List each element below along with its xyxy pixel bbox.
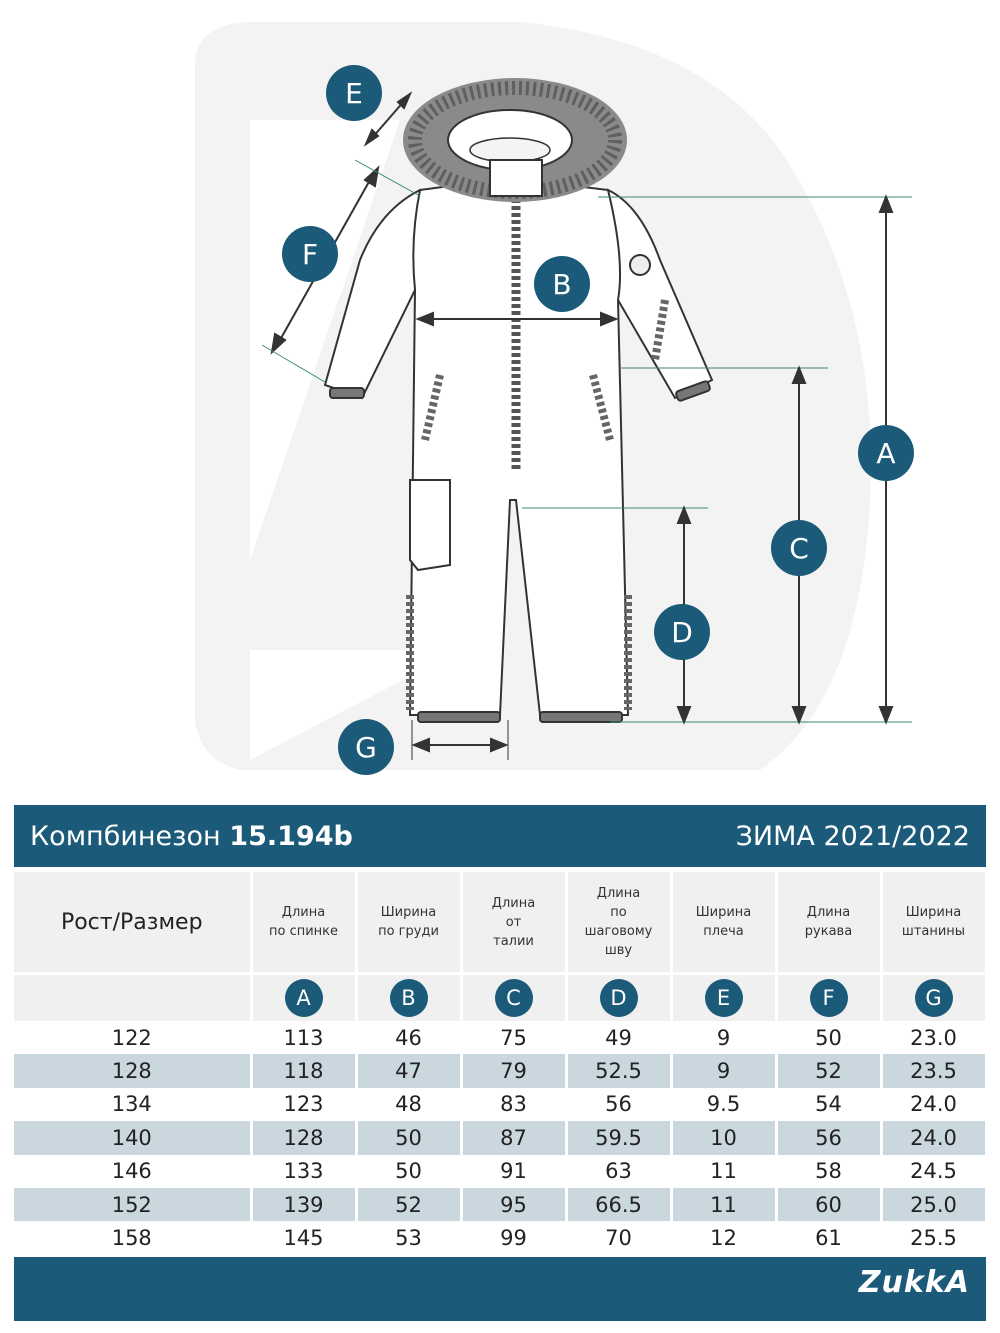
table-row	[14, 1054, 986, 1087]
fur-hood	[403, 78, 627, 202]
brand-logo: ZukkA	[858, 1265, 970, 1300]
measurement-cell: 24.0	[881, 1121, 986, 1154]
column-header	[356, 872, 461, 974]
measurement-cell: 9	[671, 1021, 776, 1054]
measurement-cell: 145	[251, 1221, 356, 1254]
column-letter-cell	[251, 974, 356, 1022]
measurement-cell: 11	[671, 1188, 776, 1221]
measurement-cell: 23.5	[881, 1054, 986, 1087]
measurement-cell: 61	[776, 1221, 881, 1254]
measurement-cell: 11	[671, 1155, 776, 1188]
measurement-cell: 66.5	[566, 1188, 671, 1221]
measurement-cell: 118	[251, 1054, 356, 1087]
svg-text:G: G	[355, 731, 377, 764]
badge-A	[858, 425, 914, 481]
measurement-cell: 9.5	[671, 1088, 776, 1121]
table-row	[14, 1088, 986, 1121]
column-letter-cell	[566, 974, 671, 1022]
size-cell: 122	[14, 1021, 251, 1054]
sleeve-patch	[630, 255, 650, 275]
measurement-cell: 59.5	[566, 1121, 671, 1154]
measurement-cell: 99	[461, 1221, 566, 1254]
product-title	[30, 821, 353, 852]
left-leg-cuff	[418, 712, 500, 722]
svg-text:C: C	[789, 532, 809, 565]
column-header	[671, 872, 776, 974]
measurement-cell: 9	[671, 1054, 776, 1087]
table-row	[14, 1188, 986, 1221]
letter-row	[14, 974, 986, 1022]
svg-text:E: E	[345, 77, 363, 110]
column-letter-badge: A	[285, 979, 323, 1017]
badge-C	[771, 520, 827, 576]
column-header-line: Длина	[491, 895, 536, 911]
measurement-cell: 10	[671, 1121, 776, 1154]
column-letter-badge: B	[390, 979, 428, 1017]
column-header-line: по груди	[378, 924, 439, 939]
side-pocket	[410, 480, 450, 570]
column-header-line: Длина	[281, 905, 326, 920]
measurement-cell: 50	[356, 1121, 461, 1154]
column-header-line: от	[505, 914, 522, 930]
column-letter-cell	[776, 974, 881, 1022]
measurement-cell: 49	[566, 1021, 671, 1054]
table-header-row	[14, 872, 986, 974]
measurement-cell: 75	[461, 1021, 566, 1054]
svg-text:A: A	[876, 437, 896, 470]
column-letter-cell	[356, 974, 461, 1022]
size-cell: 134	[14, 1088, 251, 1121]
measurement-cell: 24.5	[881, 1155, 986, 1188]
column-header	[776, 872, 881, 974]
column-header-line: Ширина	[380, 905, 437, 920]
size-cell: 158	[14, 1221, 251, 1254]
season-label: ЗИМА 2021/2022	[735, 820, 970, 852]
svg-text:F: F	[301, 238, 319, 271]
column-header-line: шаговому	[584, 924, 653, 939]
measurement-cell: 53	[356, 1221, 461, 1254]
measurement-cell: 91	[461, 1155, 566, 1188]
row-header-label: Рост/Размер	[14, 872, 251, 974]
measurement-cell: 95	[461, 1188, 566, 1221]
svg-text:B: B	[552, 268, 572, 301]
letter-row-spacer	[14, 974, 251, 1022]
product-code: 15.194b	[229, 820, 353, 852]
column-header	[461, 872, 566, 974]
measurement-cell: 52	[356, 1188, 461, 1221]
column-header	[251, 872, 356, 974]
measurement-cell: 58	[776, 1155, 881, 1188]
measurement-cell: 48	[356, 1088, 461, 1121]
column-header-line: талии	[493, 933, 534, 949]
size-cell: 140	[14, 1121, 251, 1154]
svg-text:D: D	[671, 616, 693, 649]
measurement-cell: 25.5	[881, 1221, 986, 1254]
measurement-cell: 50	[776, 1021, 881, 1054]
badge-E	[326, 65, 382, 121]
column-letter-badge: D	[600, 979, 638, 1017]
measurement-cell: 113	[251, 1021, 356, 1054]
column-header-line: Длина	[806, 905, 851, 920]
measurement-cell: 56	[566, 1088, 671, 1121]
column-letter-badge: G	[915, 979, 953, 1017]
column-letter-badge: F	[810, 979, 848, 1017]
measurement-cell: 139	[251, 1188, 356, 1221]
product-header	[14, 805, 986, 867]
measurement-cell: 24.0	[881, 1088, 986, 1121]
measurement-cell: 79	[461, 1054, 566, 1087]
column-letter-cell	[881, 974, 986, 1022]
measurement-cell: 63	[566, 1155, 671, 1188]
column-header-line: шву	[604, 943, 633, 958]
measurement-cell: 56	[776, 1121, 881, 1154]
measurement-cell: 60	[776, 1188, 881, 1221]
measurement-cell: 46	[356, 1021, 461, 1054]
right-leg-cuff	[540, 712, 622, 722]
table-body	[14, 1021, 986, 1255]
measurement-cell: 133	[251, 1155, 356, 1188]
column-header	[566, 872, 671, 974]
column-letter-badge: C	[495, 979, 533, 1017]
measurement-cell: 83	[461, 1088, 566, 1121]
size-table	[14, 872, 988, 1255]
column-header-line: Длина	[596, 886, 641, 901]
column-header-line: по спинке	[268, 924, 339, 939]
column-header-line: рукава	[804, 924, 853, 939]
measurement-cell: 50	[356, 1155, 461, 1188]
measurement-cell: 52	[776, 1054, 881, 1087]
measurement-cell: 25.0	[881, 1188, 986, 1221]
size-cell: 146	[14, 1155, 251, 1188]
column-letter-badge: E	[705, 979, 743, 1017]
column-header-line: Ширина	[905, 905, 962, 920]
measurement-cell: 52.5	[566, 1054, 671, 1087]
measurement-cell: 123	[251, 1088, 356, 1121]
table-row	[14, 1221, 986, 1254]
badge-G	[338, 719, 394, 775]
column-header-line: Ширина	[695, 905, 752, 920]
measurement-cell: 23.0	[881, 1021, 986, 1054]
measurement-cell: 54	[776, 1088, 881, 1121]
measurement-cell: 128	[251, 1121, 356, 1154]
column-header	[881, 872, 986, 974]
footer-bar	[14, 1257, 986, 1321]
column-header-line: плеча	[703, 924, 744, 939]
size-cell: 152	[14, 1188, 251, 1221]
badge-F	[282, 226, 338, 282]
measurement-cell: 47	[356, 1054, 461, 1087]
measurement-cell: 70	[566, 1221, 671, 1254]
column-header-line: штанины	[901, 924, 966, 939]
measurement-cell: 87	[461, 1121, 566, 1154]
column-letter-cell	[461, 974, 566, 1022]
column-header-line: по	[610, 905, 627, 920]
badge-D	[654, 604, 710, 660]
table-row	[14, 1021, 986, 1054]
table-row	[14, 1121, 986, 1154]
measurement-cell: 12	[671, 1221, 776, 1254]
size-cell: 128	[14, 1054, 251, 1087]
badge-B	[534, 256, 590, 312]
product-name: Компбинезон	[30, 820, 221, 852]
table-row	[14, 1155, 986, 1188]
column-letter-cell	[671, 974, 776, 1022]
